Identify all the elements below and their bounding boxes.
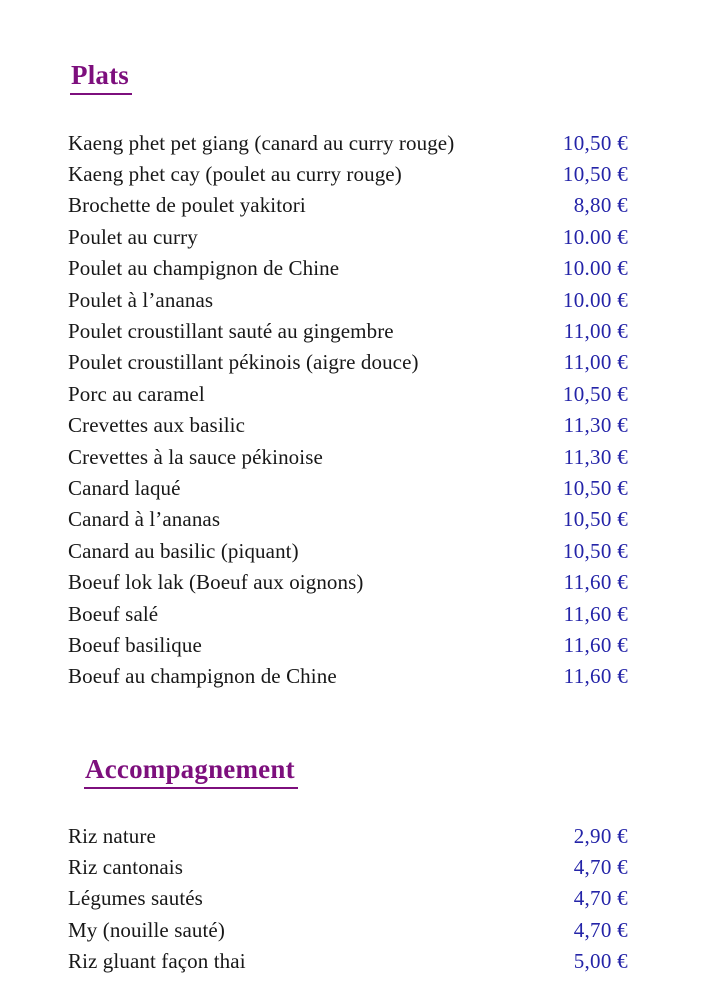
menu-item-price: 11,00 € — [563, 319, 628, 344]
menu-item-row — [0, 347, 707, 378]
menu-item-row — [0, 630, 707, 661]
menu-item-name: Brochette de poulet yakitori — [68, 193, 306, 218]
menu-item-row — [0, 410, 707, 441]
menu-item-name: Crevettes aux basilic — [68, 413, 246, 438]
menu-item-name: My (nouille sauté) — [68, 917, 225, 942]
menu-item-row — [0, 883, 707, 914]
menu-item-name: Canard à l’ananas — [68, 507, 221, 532]
menu-item-row — [0, 316, 707, 347]
menu-item-price: 2,90 € — [573, 823, 628, 848]
menu-item-price: 4,70 € — [573, 886, 628, 911]
menu-item-price: 10,50 € — [562, 538, 628, 563]
menu-item-row — [0, 285, 707, 316]
menu-item-price: 10.00 € — [562, 224, 628, 249]
menu-item-row — [0, 128, 707, 159]
menu-item-price: 10,50 € — [562, 381, 628, 406]
menu-item-name: Poulet au curry — [68, 224, 198, 249]
menu-item-name: Boeuf lok lak (Boeuf aux oignons) — [68, 570, 364, 595]
menu-item-name: Poulet croustillant sauté au gingembre — [68, 319, 394, 344]
menu-item-price: 11,30 € — [563, 413, 628, 438]
menu-section-accompagnement — [0, 732, 707, 978]
menu-item-name: Canard au basilic (piquant) — [68, 538, 299, 563]
menu-item-name: Boeuf salé — [68, 601, 159, 626]
menu-item-price: 10,50 € — [562, 507, 628, 532]
menu-item-name: Canard laqué — [68, 475, 181, 500]
menu-item-name: Riz cantonais — [68, 855, 184, 880]
menu-item-name: Riz gluant façon thai — [68, 949, 246, 974]
menu-item-row — [0, 159, 707, 190]
menu-item-row — [0, 504, 707, 535]
menu-item-row — [0, 599, 707, 630]
section-heading-row — [0, 732, 707, 812]
menu-item-price: 11,60 € — [563, 664, 628, 689]
section-heading-row — [0, 38, 707, 118]
section-title-accompagnement: Accompagnement — [84, 754, 298, 789]
menu-item-row — [0, 222, 707, 253]
menu-item-price: 4,70 € — [573, 855, 628, 880]
menu-item-row — [0, 915, 707, 946]
menu-item-price: 5,00 € — [573, 949, 628, 974]
menu-item-price: 11,30 € — [563, 444, 628, 469]
menu-item-price: 8,80 € — [573, 193, 628, 218]
menu-item-price: 10.00 € — [562, 256, 628, 281]
menu-item-row — [0, 190, 707, 221]
menu-item-price: 11,60 € — [563, 601, 628, 626]
menu-item-price: 10,50 € — [562, 475, 628, 500]
menu-item-row — [0, 253, 707, 284]
menu-item-row — [0, 946, 707, 977]
menu-item-name: Boeuf basilique — [68, 632, 202, 657]
menu-item-name: Kaeng phet cay (poulet au curry rouge) — [68, 162, 402, 187]
menu-item-row — [0, 821, 707, 852]
menu-item-name: Riz nature — [68, 823, 156, 848]
menu-item-name: Poulet à l’ananas — [68, 287, 214, 312]
menu-item-name: Légumes sautés — [68, 886, 203, 911]
menu-item-price: 10,50 € — [562, 162, 628, 187]
menu-item-name: Porc au caramel — [68, 381, 205, 406]
menu-item-price: 10.00 € — [562, 287, 628, 312]
menu-item-name: Poulet au champignon de Chine — [68, 256, 340, 281]
menu-item-name: Boeuf au champignon de Chine — [68, 664, 337, 689]
menu-item-name: Crevettes à la sauce pékinoise — [68, 444, 323, 469]
menu-item-row — [0, 473, 707, 504]
section-title-plats: Plats — [70, 60, 132, 95]
menu-item-price: 11,60 € — [563, 570, 628, 595]
menu-item-row — [0, 379, 707, 410]
menu-item-price: 4,70 € — [573, 917, 628, 942]
menu-item-name: Poulet croustillant pékinois (aigre douce) — [68, 350, 419, 375]
menu-item-row — [0, 442, 707, 473]
menu-section-plats — [0, 38, 707, 693]
menu-item-list-plats — [0, 128, 707, 693]
menu-item-row — [0, 852, 707, 883]
menu-item-row — [0, 661, 707, 692]
menu-item-price: 10,50 € — [562, 130, 628, 155]
menu-item-row — [0, 536, 707, 567]
menu-item-list-accompagnement — [0, 821, 707, 978]
menu-item-row — [0, 567, 707, 598]
menu-item-price: 11,60 € — [563, 632, 628, 657]
menu-item-name: Kaeng phet pet giang (canard au curry rouge) — [68, 130, 455, 155]
menu-item-price: 11,00 € — [563, 350, 628, 375]
